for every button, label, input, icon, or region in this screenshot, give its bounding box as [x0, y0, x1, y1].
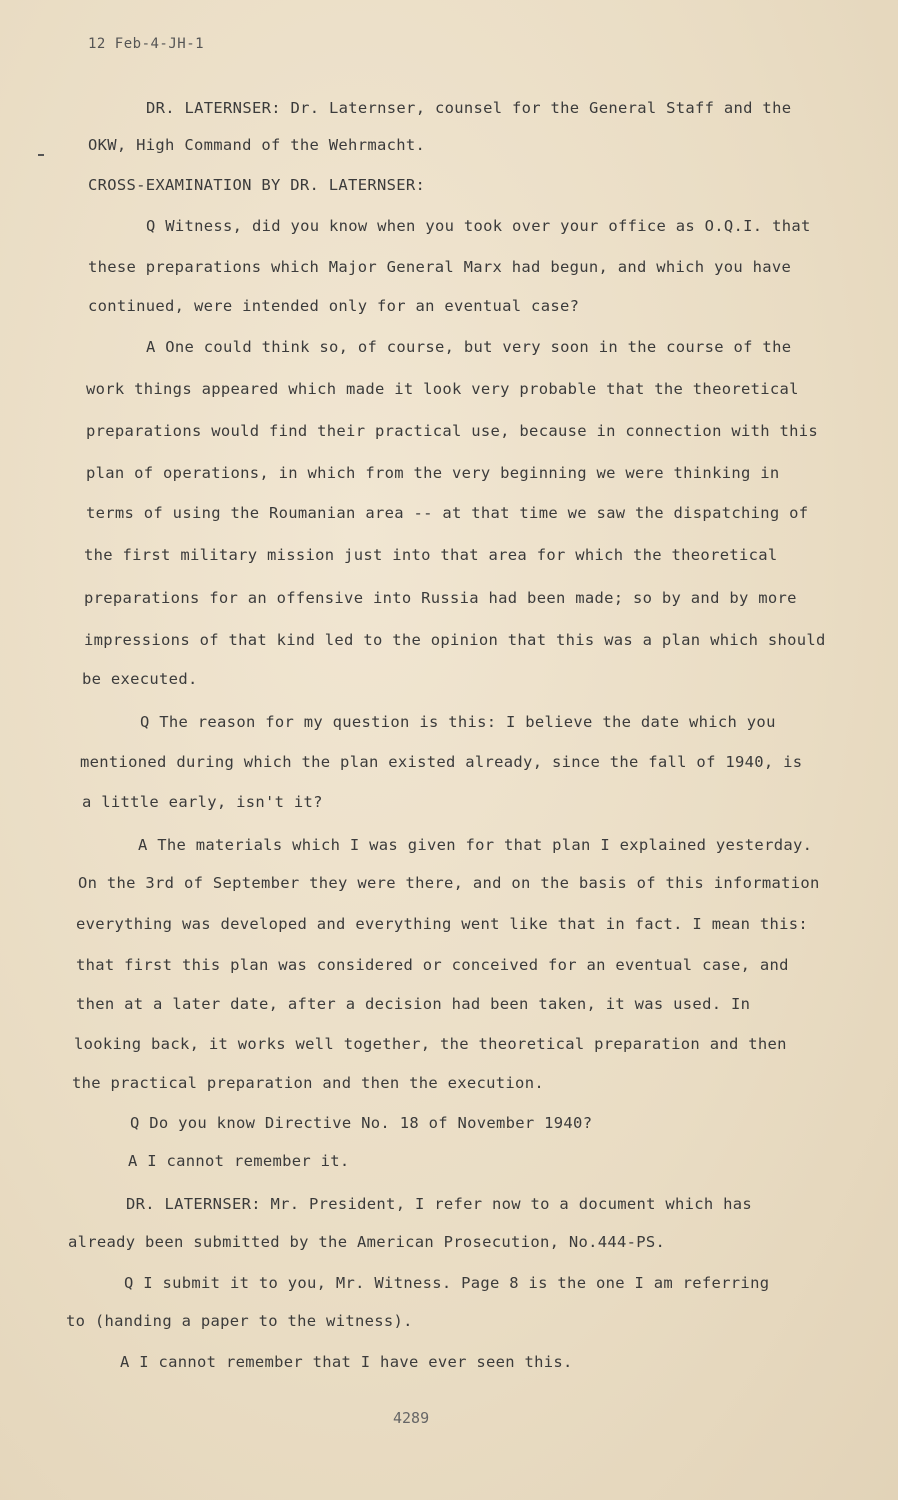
- text-line: DR. LATERNSER: Dr. Laternser, counsel for the General Staff and the: [146, 99, 792, 117]
- text-line: the practical preparation and then the execution.: [72, 1074, 544, 1092]
- text-line: Q I submit it to you, Mr. Witness. Page 8 is the one I am referring: [124, 1274, 770, 1292]
- text-line: then at a later date, after a decision had been taken, it was used. In: [76, 995, 751, 1013]
- text-line: On the 3rd of September they were there, and on the basis of this information: [78, 874, 820, 892]
- text-line: A I cannot remember it.: [128, 1152, 350, 1170]
- text-line: these preparations which Major General Marx had begun, and which you have: [88, 258, 792, 276]
- text-line: to (handing a paper to the witness).: [66, 1312, 413, 1330]
- text-line: plan of operations, in which from the very beginning we were thinking in: [86, 464, 780, 482]
- text-line: Q Do you know Directive No. 18 of November 1940?: [130, 1114, 593, 1132]
- text-line: everything was developed and everything went like that in fact. I mean this:: [76, 915, 809, 933]
- text-line: OKW, High Command of the Wehrmacht.: [88, 136, 426, 154]
- text-line: terms of using the Roumanian area -- at that time we saw the dispatching of: [86, 504, 809, 522]
- text-line: continued, were intended only for an eventual case?: [88, 297, 580, 315]
- text-line: impressions of that kind led to the opinion that this was a plan which should: [84, 631, 826, 649]
- text-line: DR. LATERNSER: Mr. President, I refer now to a document which has: [126, 1195, 753, 1213]
- text-line: A One could think so, of course, but very soon in the course of the: [146, 338, 792, 356]
- text-line: Q The reason for my question is this: I believe the date which you: [140, 713, 776, 731]
- text-line: A The materials which I was given for that plan I explained yesterday.: [138, 836, 813, 854]
- text-line: a little early, isn't it?: [82, 793, 323, 811]
- text-line: already been submitted by the American Prosecution, No.444-PS.: [68, 1233, 666, 1251]
- margin-mark: [38, 154, 44, 156]
- text-line: A I cannot remember that I have ever seen this.: [120, 1353, 573, 1371]
- text-line: the first military mission just into that area for which the theoretical: [84, 546, 778, 564]
- text-line: Q Witness, did you know when you took over your office as O.Q.I. that: [146, 217, 811, 235]
- page-number: 4289: [393, 1409, 430, 1427]
- text-line: mentioned during which the plan existed already, since the fall of 1940, is: [80, 753, 803, 771]
- text-line: looking back, it works well together, the theoretical preparation and then: [74, 1035, 787, 1053]
- header-reference: 12 Feb-4-JH-1: [88, 36, 205, 52]
- text-line: preparations for an offensive into Russia had been made; so by and by more: [84, 589, 797, 607]
- text-line: preparations would find their practical use, because in connection with this: [86, 422, 819, 440]
- text-line: be executed.: [82, 670, 198, 688]
- text-line: that first this plan was considered or conceived for an eventual case, and: [76, 956, 789, 974]
- text-line: work things appeared which made it look very probable that the theoretical: [86, 380, 799, 398]
- text-line: CROSS-EXAMINATION BY DR. LATERNSER:: [88, 176, 426, 194]
